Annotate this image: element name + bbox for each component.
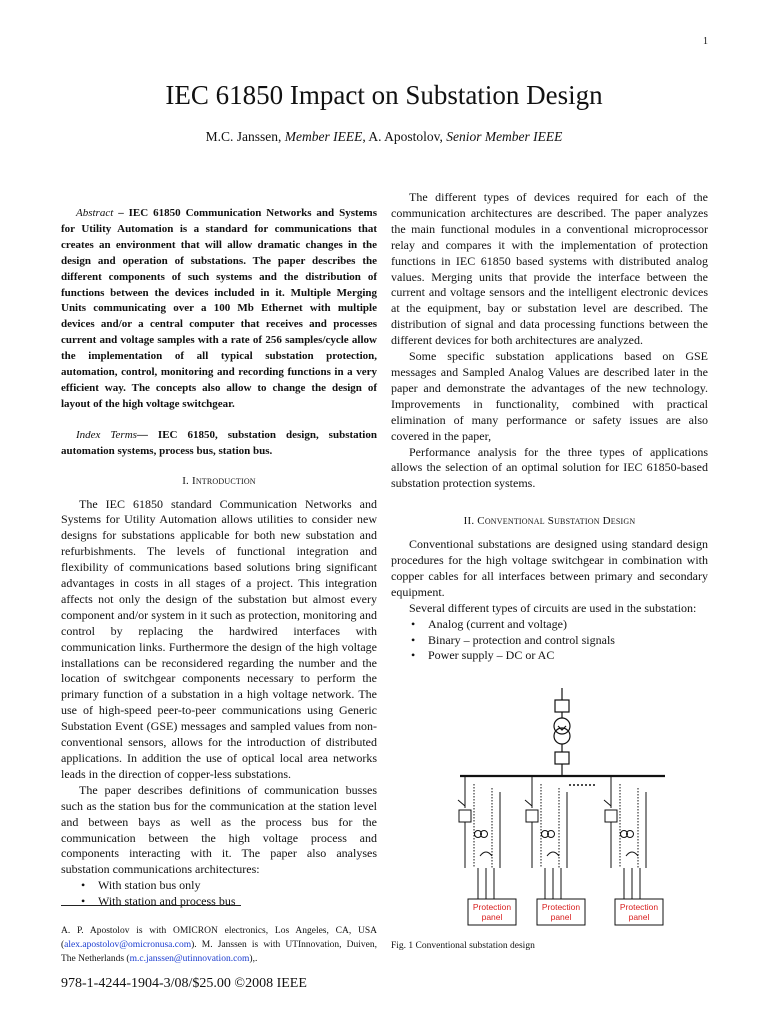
abstract <box>61 206 377 413</box>
author-line <box>0 129 768 145</box>
footnote-divider <box>61 905 241 906</box>
index-terms <box>61 428 377 460</box>
list-item: • With station bus only <box>61 878 377 894</box>
list-item: • With station and process bus <box>61 894 377 910</box>
panel-label-line2: panel <box>481 912 503 922</box>
index-terms-text: — IEC 61850, substation design, substation automation systems, process bus, station bus. <box>61 428 377 457</box>
index-terms-label: Index Terms <box>76 428 137 441</box>
email-link-2[interactable]: m.c.janssen@utinnovation.com <box>129 954 250 964</box>
left-column <box>61 206 377 910</box>
right-paragraph-3: Performance analysis for the three types of applications allows the selection of an optimal solution for IEC 61850-based substation protection systems. <box>391 444 708 491</box>
protection-panels <box>468 899 663 925</box>
substation-diagram <box>440 688 680 932</box>
author-role-2: Senior Member IEEE <box>446 129 563 144</box>
panel-label-line1: Protection <box>619 902 659 912</box>
conventional-paragraph-2: Several different types of circuits are used in the substation: <box>409 600 697 615</box>
author-name-1: M.C. Janssen, <box>205 129 285 144</box>
panel-label-line2: panel <box>628 912 650 922</box>
abstract-text: – IEC 61850 Communication Networks and Systems for Utility Automation is a standard for communications that creates an environment that will allow dramatic changes in the design and operation of substations. The paper describes the different components of such systems and the distribution of functions between the devices included in it. Multiple Merging Units communicating over a 100 Mb Ethernet with multiple devices and/or a central computer that receives and processes current and voltage samples with a rate of 256 samples/cycle allow the implementation of all typical substation protection, automation, control, monitoring and recording functions in a very efficient way. The concepts also allow to change the design of layout of the high voltage switchgear. <box>61 207 377 410</box>
panel-label-line1: Protection <box>541 902 581 912</box>
panel-label-line1: Protection <box>472 902 512 912</box>
list-item: • Power supply – DC or AC <box>391 648 708 664</box>
author-name-2: , A. Apostolov, <box>362 129 447 144</box>
conventional-paragraph-1: Conventional substations are designed using standard design procedures for the high voltage switchgear in combination with copper cables for all interfaces between primary and secondary equipment. <box>391 537 708 599</box>
right-column <box>391 190 708 664</box>
panel-label-line2: panel <box>550 912 572 922</box>
right-paragraph-2: Some specific substation applications based on GSE messages and Sampled Analog Values are described later in the paper and demonstrate the advantages of the new technology. Improvements in functionality, combined with practical elimination of many performance or safety issues are also covered in the paper, <box>391 349 708 443</box>
email-link-1[interactable]: alex.apostolov@omicronusa.com <box>64 940 192 950</box>
author-role-1: Member IEEE <box>284 129 363 144</box>
bay-1 <box>458 776 500 900</box>
figure-caption: Fig. 1 Conventional substation design <box>391 941 535 951</box>
right-paragraph-1: The different types of devices required for each of the communication architectures are described. The paper analyzes the main functional modules in a conventional microprocessor relay and compares it with the implementation of protection functions in IEC 61850 based systems with distributed analog values. Merging units that provide the interface between the current and voltage sensors and the intelligent electronic devices at the equipment, bay or substation level are described. The distribution of signal and data processing functions between the different devices for both architectures are analyzed. <box>391 190 708 348</box>
footnote-text-3: ),. <box>249 954 258 964</box>
intro-paragraph-2: The paper describes definitions of communication busses such as the station bus for the communication at the station level and between bays as well as the process bus for the communication between the high voltage process and components interacting with it. The paper also analyses substation communications architectures: <box>61 782 377 877</box>
circuit-types-list <box>391 617 708 665</box>
intro-paragraph-1: The IEC 61850 standard Communication Networks and Systems for Utility Automation allows utilities to consider new designs for substations applicable for both new substation and refurbishments. The levels of functional integration and flexibility of communications based solutions bring significant advantages in costs in all stages of a project. This integration affects not only the design of the substation but almost every component and/or system in it such as protection, monitoring and control by replacing the hardwired interfaces with communication links. Furthermore the design of the high voltage installations can be reconsidered regarding the number and the location of switchgear components necessary to perform the primary function of a substation in a high voltage network. The use of high-speed peer-to-peer communications using Generic Substation Event (GSE) messages and sampled values from non-conventional sensors, allows for the introduction of distributed applications. In addition the use of optical local area networks leads in the direction of copper-less substations. <box>61 496 377 781</box>
list-item: • Binary – protection and control signals <box>391 633 708 649</box>
list-item: • Analog (current and voltage) <box>391 617 708 633</box>
abstract-label: Abstract <box>76 207 114 219</box>
footnote-text-1: A. P. Apostolov is with OMICRON electronics, Los Angeles, CA, USA ( <box>61 926 377 950</box>
isbn-line: 978-1-4244-1904-3/08/$25.00 ©2008 IEEE <box>61 976 307 991</box>
page-number: 1 <box>703 36 708 47</box>
paper-title: IEC 61850 Impact on Substation Design <box>165 80 603 110</box>
section-heading-conventional: II. Conventional Substation Design <box>463 515 636 528</box>
author-footnote <box>61 924 377 966</box>
footnote-text-2: ). M. Janssen is with UTInnovation, Duiven, The Netherlands ( <box>61 940 377 964</box>
section-heading-introduction: I. Introduction <box>182 474 256 487</box>
